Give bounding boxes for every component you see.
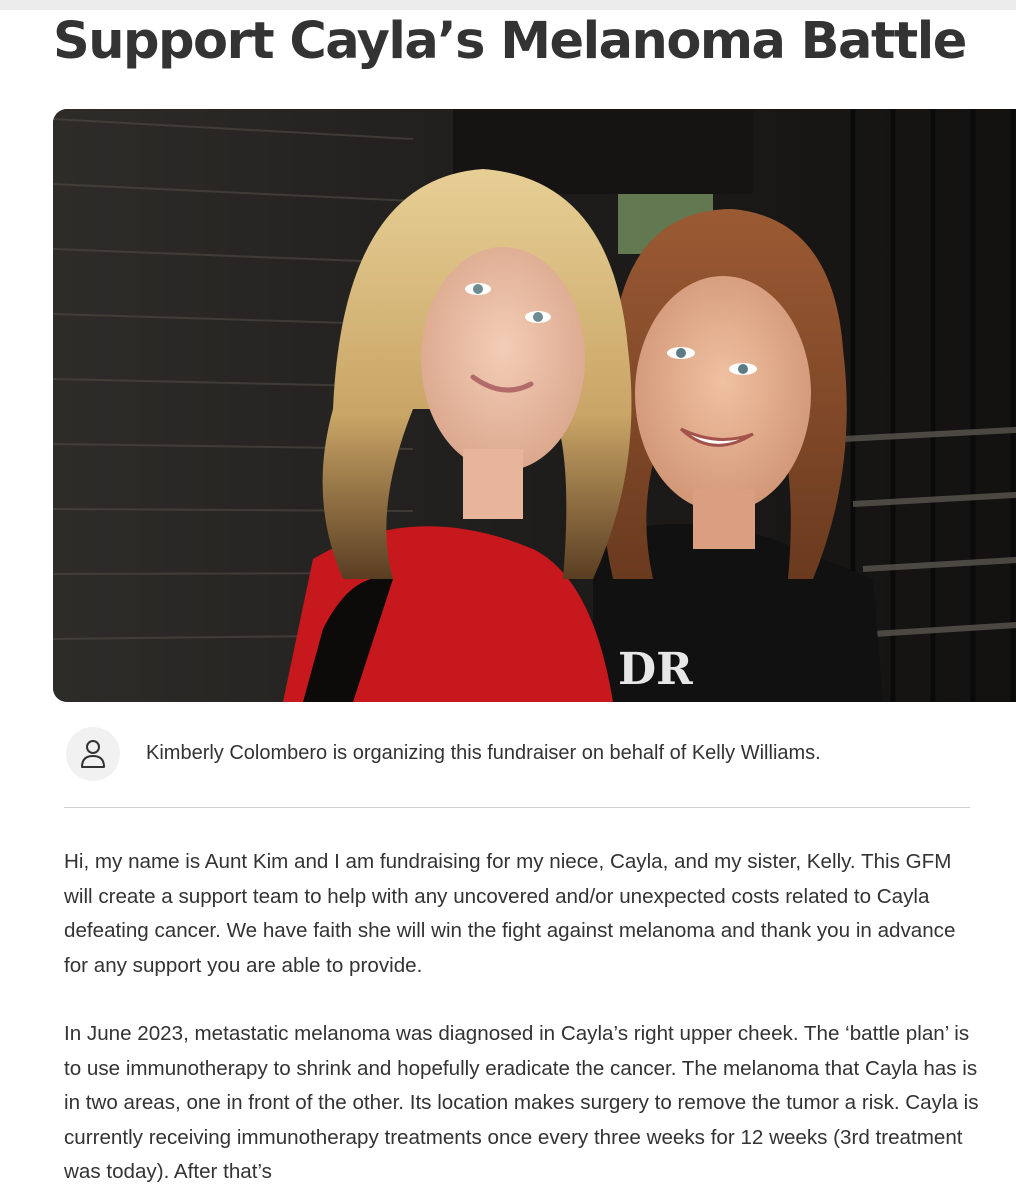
hero-photo[interactable]: [53, 109, 1016, 702]
photo-of-two-people-image: [53, 109, 1016, 702]
organizer-text: Kimberly Colombero is organizing this fundraiser on behalf of Kelly Williams.: [146, 742, 821, 764]
page-title: Support Cayla’s Melanoma Battle: [53, 12, 966, 71]
story-body: [64, 845, 984, 1200]
story-paragraph-1: Hi, my name is Aunt Kim and I am fundraising for my niece, Cayla, and my sister, Kelly. This GFM will create a support team to help with any uncovered and/or unexpected costs related to Cayla defeating cancer. We have faith she will win the fight against melanoma and thank you in advance for any support you are able to provide.: [64, 850, 956, 977]
browser-top-strip: [0, 0, 1016, 10]
user-icon: [80, 739, 106, 769]
svg-text:DR: DR: [618, 644, 693, 695]
story-paragraph-2: In June 2023, metastatic melanoma was diagnosed in Cayla’s right upper cheek. The ‘battle plan’ is to use immunotherapy to shrink and hopefully eradicate the cancer. The melanoma that Cayla has is in two areas, one in front of the other. Its location makes surgery to remove the tumor a risk. Cayla is currently receiving immunotherapy treatments once every three weeks for 12 weeks (3rd treatment was today). After that’s: [64, 1022, 979, 1183]
organizer-section: [64, 727, 970, 808]
avatar[interactable]: [66, 727, 120, 781]
